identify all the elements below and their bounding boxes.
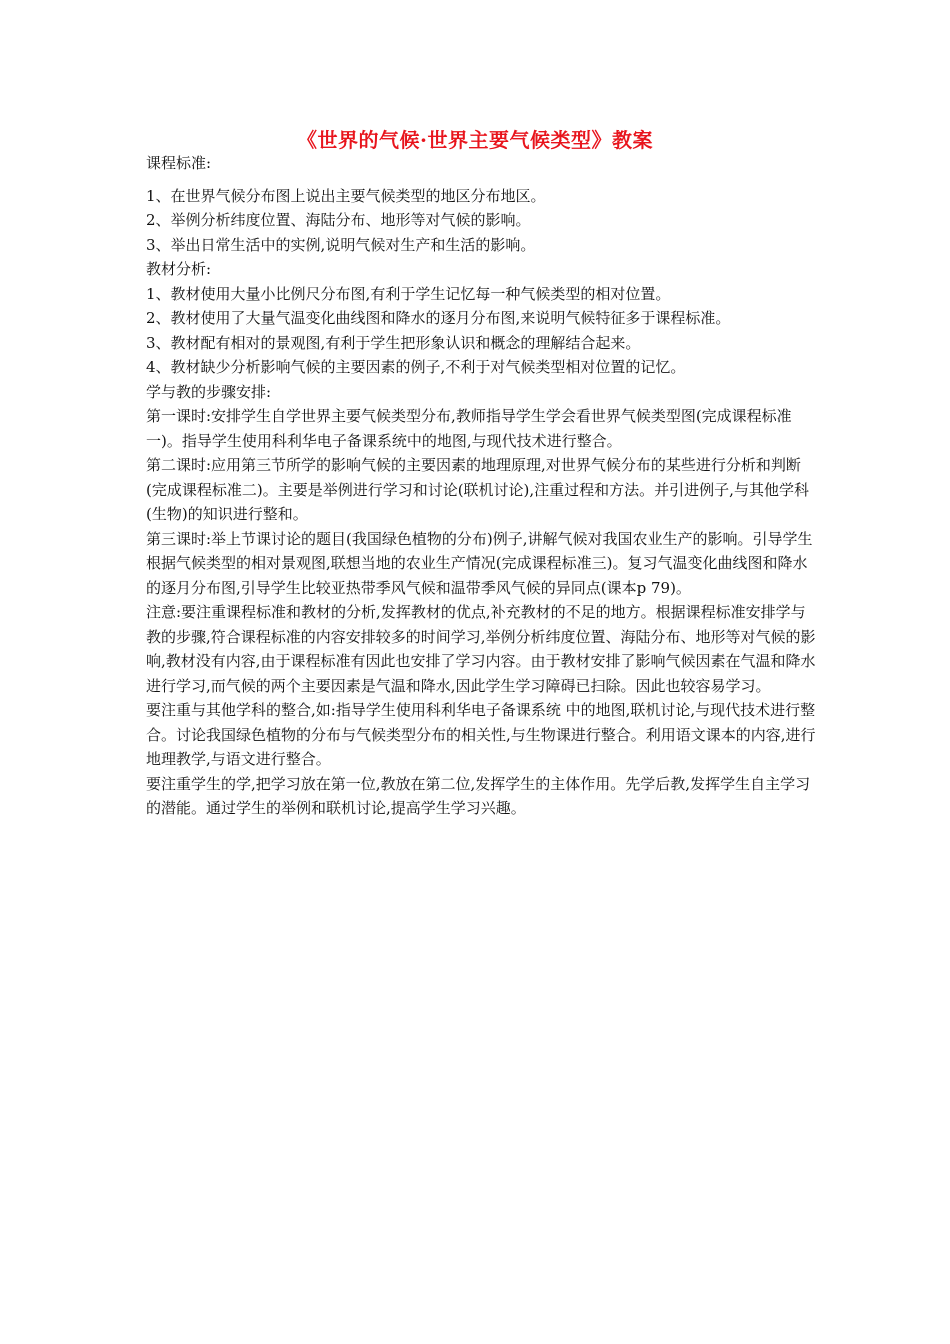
lesson-1-paragraph: 第一课时:安排学生自学世界主要气候类型分布,教师指导学生学会看世界气候类型图(完成课程标准一)。指导学生使用科利华电子备课系统中的地图,与现代技术进行整合。 [146, 407, 792, 450]
standard-item-2: 2、举例分析纬度位置、海陆分布、地形等对气候的影响。 [146, 211, 531, 229]
steps-heading: 学与教的步骤安排: [146, 382, 272, 401]
textbook-item-1: 1、教材使用大量小比例尺分布图,有利于学生记忆每一种气候类型的相对位置。 [146, 284, 671, 303]
standards-heading: 课程标准: [146, 154, 212, 172]
lesson-3-paragraph: 第三课时:举上节课讨论的题目(我国绿色植物的分布)例子,讲解气候对我国农业生产的影响。引导学生根据气候类型的相对景观图,联想当地的农业生产情况(完成课程标准三)。复习气温变化曲线图和降水的逐月分布图,引导学生比较亚热带季风气候和温带季风气候的异同点(课本p 79)。 [146, 529, 813, 597]
lesson-2-paragraph: 第二课时:应用第三节所学的影响气候的主要因素的地理原理,对世界气候分布的某些进行分析和判断(完成课程标准二)。主要是举例进行学习和讨论(联机讨论),注重过程和方法。并引进例子,与其他学科(生物)的知识进行整和。 [146, 456, 809, 523]
textbook-item-3: 3、教材配有相对的景观图,有利于学生把形象认识和概念的理解结合起来。 [146, 333, 641, 352]
standard-item-3: 3、举出日常生活中的实例,说明气候对生产和生活的影响。 [146, 235, 536, 254]
textbook-item-4: 4、教材缺少分析影响气候的主要因素的例子,不利于对气候类型相对位置的记忆。 [146, 358, 686, 376]
textbook-item-2: 2、教材使用了大量气温变化曲线图和降水的逐月分布图,来说明气候特征多于课程标准。 [146, 309, 731, 327]
note-paragraph-1: 注意:要注重课程标准和教材的分析,发挥教材的优点,补充教材的不足的地方。根据课程标准安排学与教的步骤,符合课程标准的内容安排较多的时间学习,举例分析纬度位置、海陆分布、地形等对气候的影响,教材没有内容,由于课程标准有因此也安排了学习内容。由于教材安排了影响气候因素在气温和降水进行学习,而气候的两个主要因素是气温和降水,因此学生学习障碍已扫除。因此也较容易学习。 [146, 603, 816, 695]
document-body [146, 151, 818, 821]
note-paragraph-3: 要注重学生的学,把学习放在第一位,教放在第二位,发挥学生的主体作用。先学后教,发挥学生自主学习的潜能。通过学生的举例和联机讨论,提高学生学习兴趣。 [146, 774, 811, 817]
standard-item-1: 1、在世界气候分布图上说出主要气候类型的地区分布地区。 [146, 186, 546, 205]
textbook-heading: 教材分析: [146, 260, 212, 278]
note-paragraph-2: 要注重与其他学科的整合,如:指导学生使用科利华电子备课系统 中的地图,联机讨论,与现代技术进行整合。讨论我国绿色植物的分布与气候类型分布的相关性,与生物课进行整合。利用语文课本的内容,进行地理教学,与语文进行整合。 [146, 701, 816, 768]
document-title: 《世界的气候·世界主要气候类型》教案 [297, 128, 653, 152]
